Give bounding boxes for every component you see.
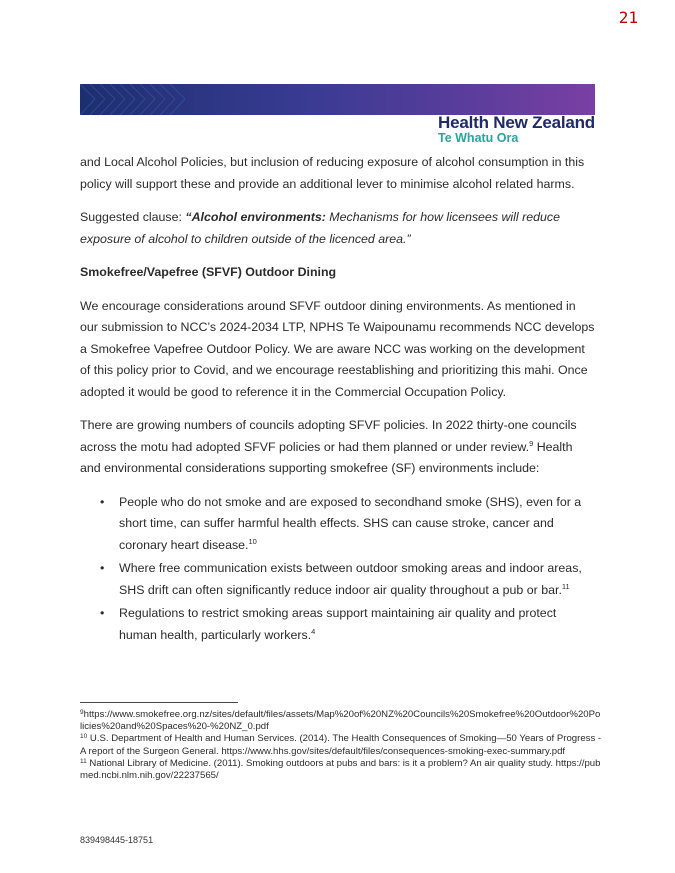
footnote-9[interactable] xyxy=(80,709,602,733)
footnote-ref[interactable]: 10 xyxy=(248,536,257,546)
footnote-10[interactable] xyxy=(80,733,602,757)
bullet-icon: • xyxy=(100,494,105,509)
list-item-text: Regulations to restrict smoking areas support maintaining air quality and protect human health, particularly workers. xyxy=(119,606,557,642)
suggested-clause-paragraph xyxy=(80,207,595,250)
document-id: 839498445-18751 xyxy=(80,835,154,845)
footnote-text: https://www.smokefree.org.nz/sites/default/files/assets/Map%20of%20NZ%20Councils%20Smokefree%20Outdoor%20Policies%20and%20Spaces%20-%20NZ_0.pdf xyxy=(80,709,601,733)
sfvf-paragraph-2 xyxy=(80,415,595,480)
footnote-number: 10 xyxy=(80,733,88,741)
footnote-ref[interactable]: 4 xyxy=(311,626,316,636)
footnote-number: 9 xyxy=(80,709,84,716)
clause-bold-label: “Alcohol environments: xyxy=(185,210,326,224)
banner-pattern-graphic xyxy=(80,84,240,115)
footnote-ref-9[interactable]: 9 xyxy=(529,438,534,448)
clause-prefix: Suggested clause: xyxy=(80,210,186,224)
footnote-divider xyxy=(80,702,238,703)
footnote-text: U.S. Department of Health and Human Services. (2014). The Health Consequences of Smoking—50 Years of Progress - A report of the Surgeon General. https://www.hhs.gov/sites/default/files/consequences-smoking-exec-summary.pdf xyxy=(80,733,602,757)
p2-text-a: There are growing numbers of councils adopting SFVF policies. In 2022 thirty-one councils across the motu had adopted SFVF policies or had them planned or under review. xyxy=(80,418,577,454)
list-item-text: People who do not smoke and are exposed to secondhand smoke (SHS), even for a short time, can suffer harmful health effects. SHS can cause stroke, cancer and coronary heart disease. xyxy=(119,494,582,552)
section-heading: Smokefree/Vapefree (SFVF) Outdoor Dining xyxy=(80,265,337,279)
header-banner xyxy=(80,84,595,115)
footnote-number: 11 xyxy=(80,757,87,765)
logo-sub-text: Te Whatu Ora xyxy=(438,131,519,145)
bullet-icon: • xyxy=(100,606,105,620)
footnotes xyxy=(80,709,602,782)
list-item xyxy=(80,603,595,646)
p2-text-b: Health and environmental considerations supporting smokefree (SF) environments include: xyxy=(80,439,573,475)
considerations-list xyxy=(80,492,595,647)
health-nz-logo xyxy=(438,114,595,145)
intro-paragraph: and Local Alcohol Policies, but inclusion of reducing exposure of alcohol consumption in this policy will support these and provide an additional lever to minimise alcohol related harms. xyxy=(80,155,585,191)
sfvf-paragraph-1: We encourage considerations around SFVF outdoor dining environments. As mentioned in our submission to NCC’s 2024-2034 LTP, NPHS Te Waipounamu recommends NCC develops a Smokefree Vapefree Outdoor Policy. We are aware NCC was working on the development of this policy prior to Covid, and we encourage reestablishing and prioritizing this mahi. Once adopted it would be good to reference it in the Commercial Occupation Policy. xyxy=(80,298,595,399)
footnote-11[interactable] xyxy=(80,758,602,782)
list-item xyxy=(80,558,595,601)
page-number: 21 xyxy=(618,8,638,27)
main-content xyxy=(80,152,595,648)
list-item-text: Where free communication exists between outdoor smoking areas and indoor areas, SHS drift can often significantly reduce indoor air quality throughout a pub or bar. xyxy=(119,561,582,597)
list-item xyxy=(80,492,595,557)
logo-main-text: Health New Zealand xyxy=(438,113,595,132)
bullet-icon: • xyxy=(100,561,105,575)
footnote-ref[interactable]: 11 xyxy=(561,581,570,591)
clause-text: Mechanisms for how licensees will reduce exposure of alcohol to children outside of the licenced area.” xyxy=(80,210,560,246)
footnote-text: National Library of Medicine. (2011). Smoking outdoors at pubs and bars: is it a problem? An air quality study. https://pubmed.ncbi.nlm.nih.gov/22237565/ xyxy=(80,757,601,782)
